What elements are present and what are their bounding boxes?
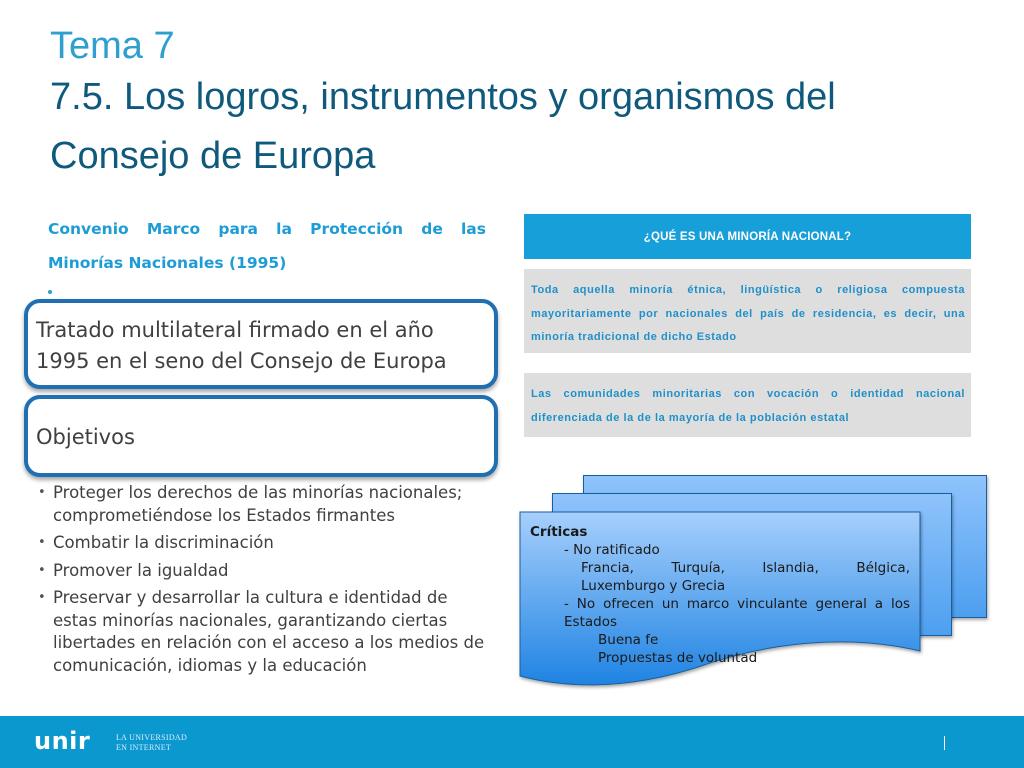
definition-box-2: Las comunidades minoritarias con vocación o identidad nacional diferenciada de la de la mayoría de la población estatal <box>524 373 971 437</box>
criticas-item-1: - No ratificado <box>564 542 660 558</box>
definition-box-1: Toda aquella minoría étnica, lingüística o religiosa compuesta mayoritariamente por nacionales del país de residencia, es decir, una minoría tradicional de dicho Estado <box>524 269 971 353</box>
logo-tagline: LA UNIVERSIDAD EN INTERNET <box>116 733 188 752</box>
objetivos-box <box>24 395 498 477</box>
criticas-sub-1: Buena fe <box>598 632 659 648</box>
slide-title <box>50 24 990 186</box>
bullet-icon: • <box>38 485 46 500</box>
list-item: • Proteger los derechos de las minorías nacionales; comprometiéndose los Estados firmantes <box>38 483 463 525</box>
countries-last: Luxemburgo y Grecia <box>581 578 726 594</box>
topic-title: Tema 7 <box>50 25 175 67</box>
infographic-header: ¿QUÉ ES UNA MINORÍA NACIONAL? <box>524 214 971 259</box>
bullet-dot <box>48 290 52 294</box>
section-title-line1: 7.5. Los logros, instrumentos y organismos del <box>50 76 836 118</box>
tratado-line2: 1995 en el seno del Consejo de Europa <box>36 349 447 373</box>
criticas-item-2: - No ofrecen un marco vinculante general a los Estados <box>564 596 910 630</box>
convenio-heading: Convenio Marco para la Protección de las Minorías Nacionales (1995) <box>48 220 486 272</box>
criticas-heading: Críticas <box>530 524 588 540</box>
bullet-icon: • <box>38 562 46 578</box>
country: Islandia, <box>762 560 819 576</box>
list-item: • Combatir la discriminación <box>38 532 488 555</box>
criticas-content <box>530 523 910 667</box>
bullet-icon: • <box>38 590 46 605</box>
country: Francia, <box>581 560 634 576</box>
tratado-box <box>24 299 498 389</box>
objectives-list <box>38 482 488 682</box>
countries-row <box>530 559 910 577</box>
list-item: • Preservar y desarrollar la cultura e identidad de estas minorías nacionales, garantizando ciertas libertades en relación con el acceso a los medios de comunicación, idiomas y la educación <box>38 588 485 675</box>
country: Bélgica, <box>856 560 910 576</box>
tratado-line1: Tratado multilateral firmado en el año <box>36 318 434 342</box>
country: Turquía, <box>671 560 725 576</box>
footer-bar <box>0 716 1024 768</box>
criticas-sub-2: Propuestas de voluntad <box>598 650 758 666</box>
section-title-line2: Consejo de Europa <box>50 135 376 177</box>
footer-divider <box>944 736 945 750</box>
unir-logo: unir <box>34 727 91 755</box>
list-item: • Promover la igualdad <box>38 560 488 583</box>
objetivos-label: Objetivos <box>36 425 135 449</box>
bullet-icon: • <box>38 535 46 550</box>
